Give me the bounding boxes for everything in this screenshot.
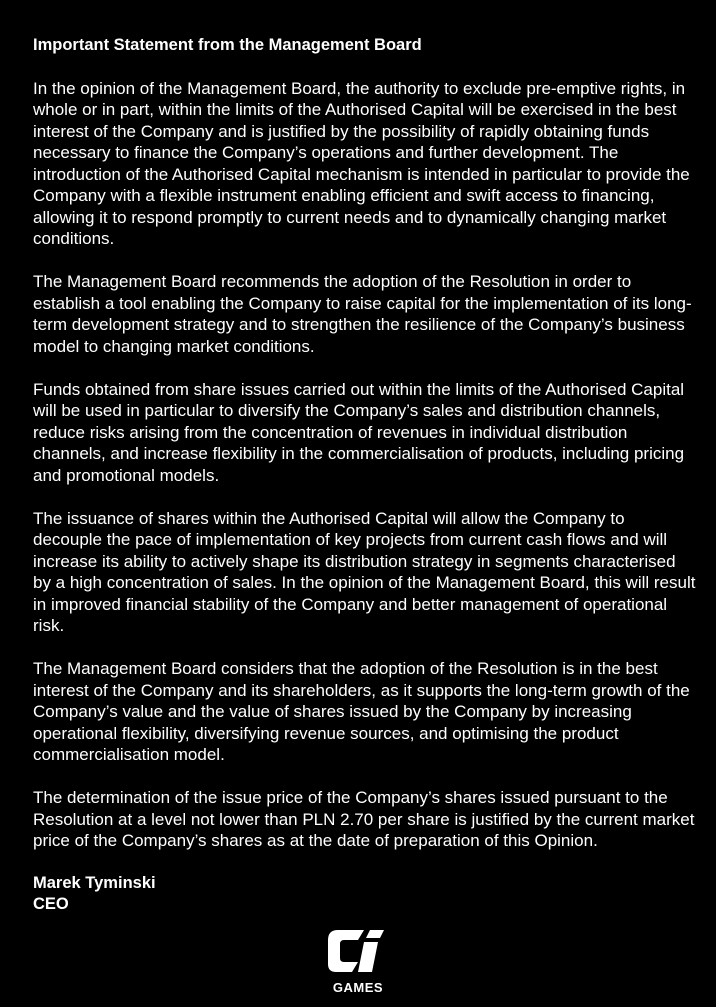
ci-games-logo-icon [318,922,398,978]
ci-games-logo [318,922,398,997]
paragraph-5: The Management Board considers that the adoption of the Resolution is in the best interest of the Company and its shareholders, as it supports the long-term growth of the Company’s value and the value of shares issued by the Company by increasing operational flexibility, diversifying revenue sources, and optimising the product commercialisation model. [33,659,690,764]
paragraph-3: Funds obtained from share issues carried out within the limits of the Authorised Capital will be used in particular to diversify the Company’s sales and distribution channels, reduce risks arising from the concentration of revenues in individual distribution channels, and increase flexibility in the commercialisation of products, including pricing and promotional models. [33,379,685,485]
paragraph-6: The determination of the issue price of the Company’s shares issued pursuant to the Resolution at a level not lower than PLN 2.70 per share is justified by the current market price of the Company’s shares as at the date of preparation of this Opinion. [33,788,695,850]
signatory-role: CEO [33,895,69,913]
paragraph-1: In the opinion of the Management Board, the authority to exclude pre-emptive rights, in whole or in part, within the limits of the Authorised Capital will be exercised in the best interest of the Company and is justified by the possibility of rapidly obtaining funds necessary to finance the Company’s operations and further development. The introduction of the Authorised Capital mechanism is intended in particular to provide the Company with a flexible instrument enabling efficient and swift access to financing, allowing it to respond promptly to current needs and to dynamically changing market conditions. [33,78,690,248]
paragraph-4: The issuance of shares within the Authorised Capital will allow the Company to decouple the pace of implementation of key projects from current cash flows and will increase its ability to actively shape its distribution strategy in segments characterised by a high concentration of sales. In the opinion of the Management Board, this will result in improved financial stability of the Company and better management of operational risk. [33,508,696,635]
statement-document [33,35,697,915]
signatory-name: Marek Tyminski [33,874,156,892]
signature-block [33,873,697,915]
statement-title: Important Statement from the Management Board [33,36,422,54]
logo-wordmark: GAMES [332,980,384,995]
paragraph-2: The Management Board recommends the adoption of the Resolution in order to establish a tool enabling the Company to raise capital for the implementation of its long-term development strategy and to strengthen the resilience of the Company’s business model to changing market conditions. [33,272,692,356]
